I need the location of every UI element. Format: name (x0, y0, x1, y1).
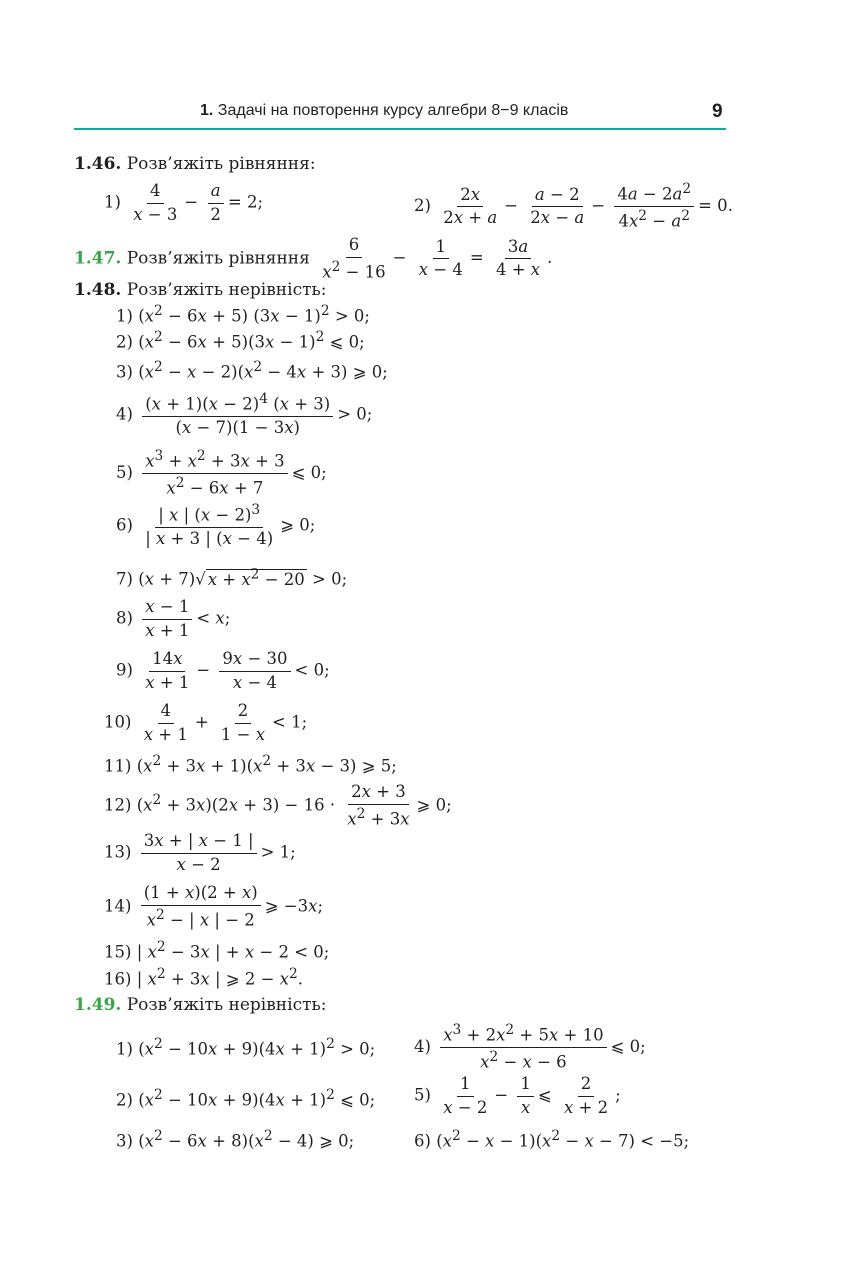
square-root: $x + x^2 - 20$ (207, 566, 305, 589)
item-label: 1) (104, 192, 121, 212)
problem-text: Розв’яжіть рівняння (126, 248, 310, 269)
fraction: $\frac{4a - 2a^2}{4x^2 - a^2}$ (614, 183, 694, 230)
problem-number: 1.46. (74, 154, 122, 174)
problem-1-48-item-7: 7) (x + 7)√ $x + x^2 - 20 > 0$; (116, 566, 348, 589)
problem-1-49-heading (74, 997, 326, 1014)
problem-1-49-item-6: 6) $(x^2 - x - 1)(x^2 - x - 7) < -5$; (414, 1128, 690, 1151)
problem-1-49-item-2: 2) $(x^2 - 10x + 9)(4x + 1)^2$ ⩽ 0; (116, 1087, 376, 1110)
fraction: $\frac{x - 1}{x + 1}$ (142, 599, 192, 639)
problem-1-48-item-1: 1) $(x^2 - 6x + 5) (3x - 1)^2 > 0$; (116, 303, 370, 326)
problem-1-48-item-10: 10) $\frac{4}{x + 1}$ + $\frac{2}{1 - x}$ < 1; (104, 701, 308, 744)
problem-1-49-item-1: 1) $(x^2 - 10x + 9)(4x + 1)^2 > 0$; (116, 1036, 376, 1059)
problem-1-48-item-9: 9) $\frac{14x}{x + 1}$ − $\frac{9x - 30}{x - 4}$ < 0; (116, 649, 330, 692)
fraction: $\frac{3x + | x - 1 |}{x - 2}$ (141, 833, 257, 873)
fraction: $\frac{3a}{4 + x}$ (495, 236, 541, 280)
fraction: $\frac{2x + 3}{x^2 + 3x}$ (347, 782, 410, 828)
fraction: $\frac{1}{x - 2}$ (443, 1074, 488, 1117)
problem-1-46-heading (74, 156, 316, 173)
problem-1-48-item-4: 4) $\frac{(x + 1)(x - 2)^4 (x + 3)}{(x - 7)(1 - 3x)}$ > 0; (116, 391, 373, 437)
fraction: $\frac{a}{2}$ (207, 183, 224, 223)
fraction: $\frac{4}{x - 3}$ (133, 181, 178, 224)
fraction: $\frac{9x - 30}{x - 4}$ (219, 651, 290, 691)
problem-text: Розв’яжіть нерівність: (126, 280, 327, 300)
fraction: $\frac{2}{1 - x}$ (220, 701, 266, 744)
problem-1-47: 1.47. Розв’яжіть рівняння $\frac{6}{x^2 - 16}$ − $\frac{1}{x - 4}$ = $\frac{3a}{4 + x}$ . (74, 235, 553, 281)
problem-1-46-item-1: 1) $\frac{4}{x - 3}$ − $\frac{a}{2}$ = 2; (104, 181, 264, 224)
problem-1-46-item-2: 2) $\frac{2x}{2x + a}$ − $\frac{a - 2}{2x - a}$ − $\frac{4a - 2a^2}{4x^2 - a^2}$ = 0. (414, 181, 733, 231)
problem-1-48-item-6: 6) $\frac{| x | (x - 2)^3}{| x + 3 | (x - 4)}$ ⩾ 0; (116, 502, 316, 548)
problem-1-49-item-4: 4) $\frac{x^3 + 2x^2 + 5x + 10}{x^2 - x - 6}$ ⩽ 0; (414, 1022, 646, 1072)
fraction: $\frac{2}{x + 2}$ (563, 1074, 609, 1117)
running-header (200, 102, 620, 120)
problem-1-48-item-3: 3) $(x^2 - x - 2)(x^2 - 4x + 3)$ ⩾ 0; (116, 359, 388, 382)
problem-1-48-item-15: 15) | $x^2 - 3x$ | + x − 2 < 0; (104, 939, 330, 962)
fraction: $\frac{2x}{2x + a}$ (443, 184, 498, 227)
problem-number: 1.48. (74, 280, 122, 300)
fraction: $\frac{14x}{x + 1}$ (145, 649, 190, 692)
problem-number: 1.47. (74, 248, 122, 269)
problem-1-48-item-13: 13) $\frac{3x + | x - 1 |}{x - 2}$ > 1; (104, 831, 296, 874)
problem-1-48-item-11: 11) $(x^2 + 3x + 1)(x^2 + 3x - 3)$ ⩾ 5; (104, 753, 397, 776)
problem-text: Розв’яжіть нерівність: (126, 995, 327, 1015)
fraction: $\frac{x^3 + x^2 + 3x + 3}{x^2 - 6x + 7}$ (142, 450, 287, 497)
fraction: $\frac{| x | (x - 2)^3}{| x + 3 | (x - 4)}$ (145, 502, 274, 548)
fraction: $\frac{x^3 + 2x^2 + 5x + 10}{x^2 - x - 6}$ (440, 1024, 606, 1071)
problem-1-48-item-16: 16) | $x^2 + 3x$ | ⩾ $2 - x^2$. (104, 966, 303, 989)
fraction: $\frac{1}{x - 4}$ (418, 236, 463, 280)
problem-text: Розв’яжіть рівняння: (126, 154, 316, 174)
problem-1-49-item-5: 5) $\frac{1}{x - 2}$ − $\frac{1}{x}$ ⩽ $\frac{2}{x + 2}$ ; (414, 1074, 621, 1117)
problem-1-49-item-3: 3) $(x^2 - 6x + 8)(x^2 - 4)$ ⩾ 0; (116, 1128, 355, 1151)
problem-1-48-item-8: 8) $\frac{x - 1}{x + 1}$ < x; (116, 597, 231, 640)
fraction: $\frac{a - 2}{2x - a}$ (530, 184, 585, 227)
chapter-number: 1. (200, 102, 214, 119)
header-rule (74, 128, 726, 130)
problem-1-48-item-5: 5) $\frac{x^3 + x^2 + 3x + 3}{x^2 - 6x + 7}$ ⩽ 0; (116, 448, 327, 498)
problem-1-48-item-2: 2) $(x^2 - 6x + 5)(3x - 1)^2$ ⩽ 0; (116, 329, 365, 352)
fraction: $\frac{4}{x + 1}$ (143, 701, 188, 744)
fraction: $\frac{(1 + x)(2 + x)}{x^2 - | x | - 2}$ (141, 885, 261, 929)
fraction: $\frac{(x + 1)(x - 2)^4 (x + 3)}{(x - 7)(1 - 3x)}$ (142, 393, 333, 437)
problem-1-48-heading (74, 282, 326, 299)
fraction: $\frac{1}{x}$ (517, 1076, 534, 1116)
problem-number: 1.49. (74, 995, 122, 1015)
fraction: $\frac{6}{x^2 - 16}$ (322, 235, 386, 281)
problem-1-48-item-12: 12) $(x^2 + 3x)(2x + 3) - 16$ · $\frac{2x + 3}{x^2 + 3x}$ ⩾ 0; (104, 782, 452, 828)
problem-1-48-item-14: 14) $\frac{(1 + x)(2 + x)}{x^2 - | x | - 2}$ ⩾ −3x; (104, 883, 323, 929)
chapter-title: Задачі на повторення курсу алгебри 8−9 класів (217, 102, 569, 119)
page-number: 9 (712, 101, 723, 122)
item-label: 2) (414, 196, 431, 215)
